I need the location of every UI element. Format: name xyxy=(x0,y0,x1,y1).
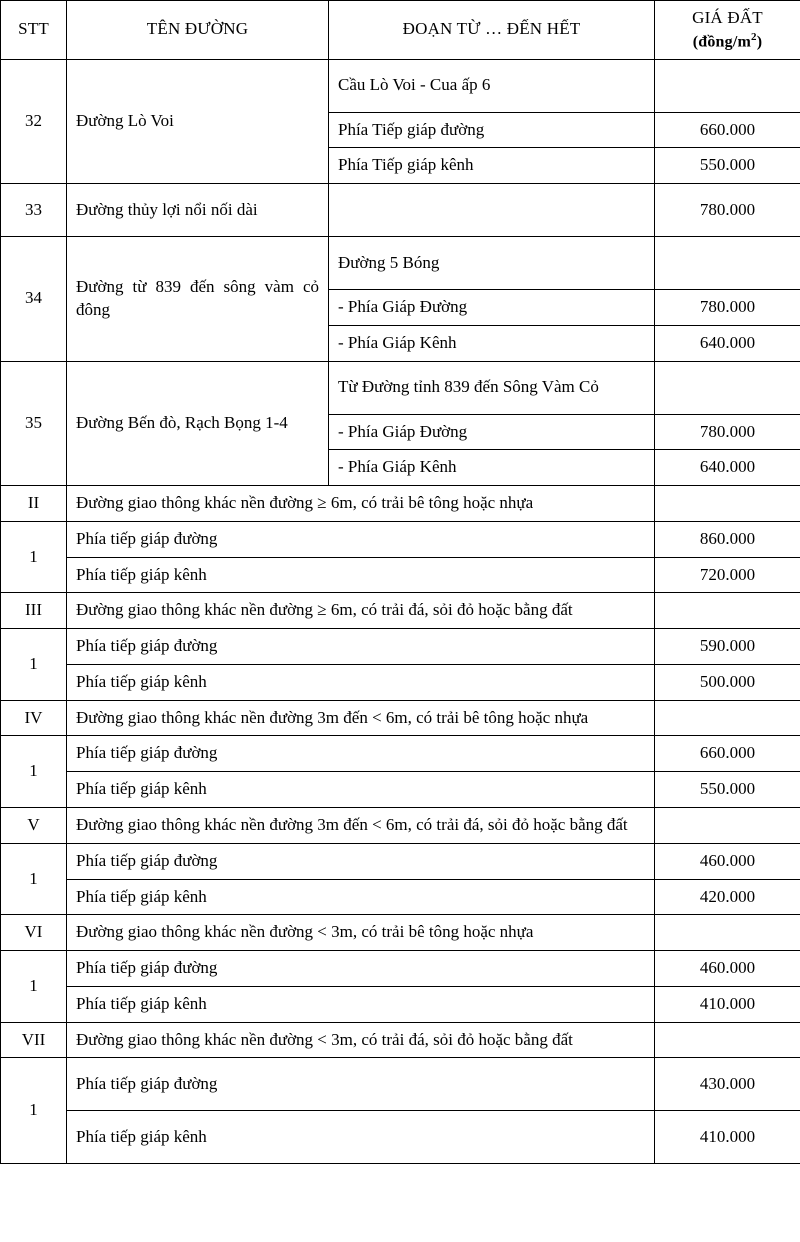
group-stt: VII xyxy=(1,1022,67,1058)
row-price: 780.000 xyxy=(655,290,800,326)
group-header-row xyxy=(1,808,800,844)
item-price: 860.000 xyxy=(655,521,800,557)
table-row xyxy=(1,1058,800,1111)
table-row xyxy=(1,557,800,593)
item-segment: Phía tiếp giáp đường xyxy=(67,629,655,665)
group-price xyxy=(655,486,800,522)
row-segment: Từ Đường tỉnh 839 đến Sông Vàm Cỏ xyxy=(329,361,655,414)
header-price-unit: $(đồng/m^2)$ xyxy=(692,30,763,51)
row-price: 660.000 xyxy=(655,112,800,148)
row-stt: 34 xyxy=(1,237,67,362)
item-price: 430.000 xyxy=(655,1058,800,1111)
row-price: 550.000 xyxy=(655,148,800,184)
item-segment: Phía tiếp giáp đường xyxy=(67,951,655,987)
item-segment: Phía tiếp giáp kênh xyxy=(67,664,655,700)
group-price xyxy=(655,700,800,736)
item-segment: Phía tiếp giáp kênh xyxy=(67,1111,655,1164)
item-stt: 1 xyxy=(1,629,67,701)
group-price xyxy=(655,808,800,844)
row-price: 780.000 xyxy=(655,414,800,450)
item-stt: 1 xyxy=(1,736,67,808)
item-stt: 1 xyxy=(1,951,67,1023)
item-price: 660.000 xyxy=(655,736,800,772)
item-stt: 1 xyxy=(1,1058,67,1164)
row-road-name: Đường Bến đò, Rạch Bọng 1-4 xyxy=(67,361,329,486)
row-segment: Cầu Lò Voi - Cua ấp 6 xyxy=(329,59,655,112)
item-price: 590.000 xyxy=(655,629,800,665)
table-row xyxy=(1,664,800,700)
row-stt: 35 xyxy=(1,361,67,486)
row-price: 640.000 xyxy=(655,325,800,361)
table-row xyxy=(1,237,800,290)
row-segment xyxy=(329,184,655,237)
item-price: 420.000 xyxy=(655,879,800,915)
group-header-row xyxy=(1,486,800,522)
row-price xyxy=(655,361,800,414)
group-title: Đường giao thông khác nền đường 3m đến < 6m, có trải bê tông hoặc nhựa xyxy=(67,700,655,736)
row-segment: Phía Tiếp giáp kênh xyxy=(329,148,655,184)
row-segment: - Phía Giáp Kênh xyxy=(329,450,655,486)
group-title: Đường giao thông khác nền đường ≥ 6m, có trải bê tông hoặc nhựa xyxy=(67,486,655,522)
group-title: Đường giao thông khác nền đường ≥ 6m, có trải đá, sỏi đỏ hoặc bằng đất xyxy=(67,593,655,629)
row-price xyxy=(655,237,800,290)
group-header-row xyxy=(1,1022,800,1058)
table-row xyxy=(1,843,800,879)
table-row xyxy=(1,1111,800,1164)
group-stt: III xyxy=(1,593,67,629)
row-segment: Phía Tiếp giáp đường xyxy=(329,112,655,148)
table-header xyxy=(1,1,800,60)
table-body xyxy=(1,59,800,1164)
item-price: 720.000 xyxy=(655,557,800,593)
row-segment: - Phía Giáp Đường xyxy=(329,414,655,450)
row-segment: Đường 5 Bóng xyxy=(329,237,655,290)
group-price xyxy=(655,1022,800,1058)
table-row xyxy=(1,521,800,557)
item-price: 500.000 xyxy=(655,664,800,700)
item-segment: Phía tiếp giáp đường xyxy=(67,521,655,557)
item-segment: Phía tiếp giáp kênh xyxy=(67,557,655,593)
table-row xyxy=(1,736,800,772)
table-row xyxy=(1,879,800,915)
row-road-name: Đường từ 839 đến sông vàm cỏ đông xyxy=(67,237,329,362)
item-segment: Phía tiếp giáp kênh xyxy=(67,772,655,808)
item-segment: Phía tiếp giáp đường xyxy=(67,736,655,772)
item-stt: 1 xyxy=(1,521,67,593)
item-segment: Phía tiếp giáp đường xyxy=(67,1058,655,1111)
header-segment: ĐOẠN TỪ … ĐẾN HẾT xyxy=(329,1,655,60)
table-row xyxy=(1,951,800,987)
group-stt: VI xyxy=(1,915,67,951)
item-price: 460.000 xyxy=(655,951,800,987)
header-row xyxy=(1,1,800,60)
item-stt: 1 xyxy=(1,843,67,915)
header-stt: STT xyxy=(1,1,67,60)
item-price: 410.000 xyxy=(655,986,800,1022)
item-price: 550.000 xyxy=(655,772,800,808)
row-price: 640.000 xyxy=(655,450,800,486)
item-segment: Phía tiếp giáp kênh xyxy=(67,986,655,1022)
group-header-row xyxy=(1,915,800,951)
header-price-label: GIÁ ĐẤT xyxy=(692,8,763,27)
table-row xyxy=(1,629,800,665)
row-price xyxy=(655,59,800,112)
row-stt: 33 xyxy=(1,184,67,237)
group-title: Đường giao thông khác nền đường 3m đến < 6m, có trải đá, sỏi đỏ hoặc bằng đất xyxy=(67,808,655,844)
table-row xyxy=(1,184,800,237)
group-stt: II xyxy=(1,486,67,522)
group-price xyxy=(655,915,800,951)
table-row xyxy=(1,986,800,1022)
item-price: 410.000 xyxy=(655,1111,800,1164)
header-price xyxy=(655,1,800,60)
item-segment: Phía tiếp giáp đường xyxy=(67,843,655,879)
group-header-row xyxy=(1,593,800,629)
table-row xyxy=(1,361,800,414)
row-price: 780.000 xyxy=(655,184,800,237)
group-stt: IV xyxy=(1,700,67,736)
row-segment: - Phía Giáp Đường xyxy=(329,290,655,326)
group-title: Đường giao thông khác nền đường < 3m, có trải đá, sỏi đỏ hoặc bằng đất xyxy=(67,1022,655,1058)
item-price: 460.000 xyxy=(655,843,800,879)
row-stt: 32 xyxy=(1,59,67,184)
group-title: Đường giao thông khác nền đường < 3m, có trải bê tông hoặc nhựa xyxy=(67,915,655,951)
group-stt: V xyxy=(1,808,67,844)
item-segment: Phía tiếp giáp kênh xyxy=(67,879,655,915)
header-road-name: TÊN ĐƯỜNG xyxy=(67,1,329,60)
group-header-row xyxy=(1,700,800,736)
table-row xyxy=(1,59,800,112)
group-price xyxy=(655,593,800,629)
row-road-name: Đường Lò Voi xyxy=(67,59,329,184)
table-row xyxy=(1,772,800,808)
row-segment: - Phía Giáp Kênh xyxy=(329,325,655,361)
row-road-name: Đường thủy lợi nổi nối dài xyxy=(67,184,329,237)
